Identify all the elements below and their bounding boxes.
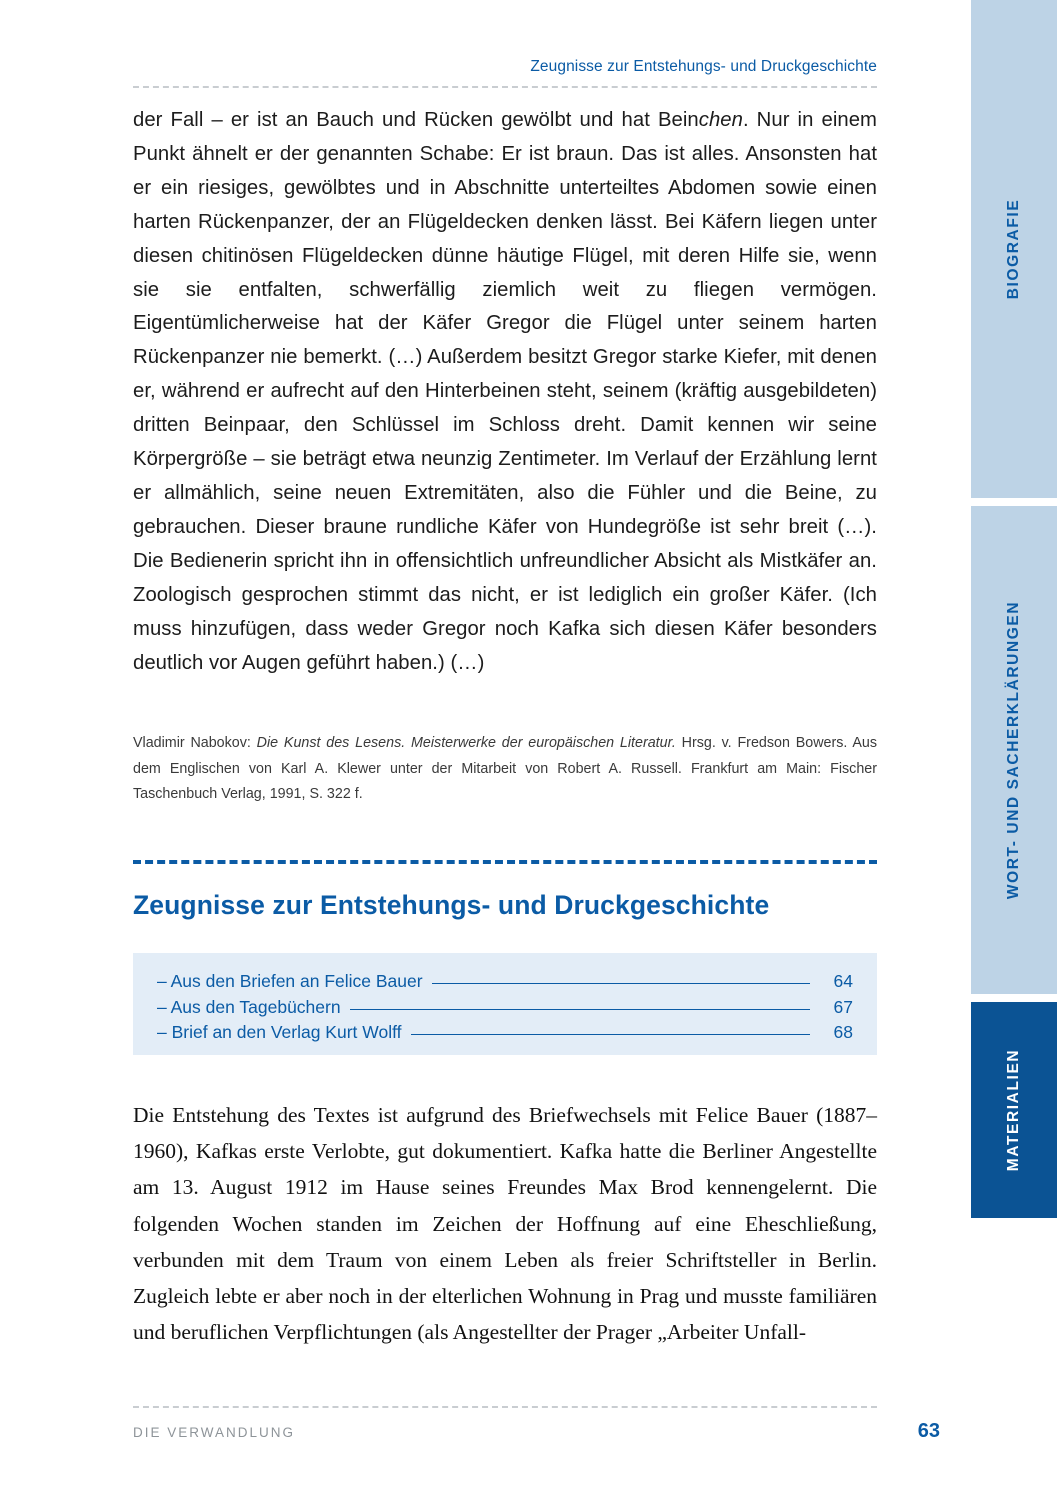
toc-entry[interactable] <box>157 969 853 993</box>
excerpt-italic-chen: chen <box>698 109 743 131</box>
footer-title: DIE VERWANDLUNG <box>133 1425 296 1440</box>
excerpt-text-part1: der Fall – er ist an Bauch und Rücken gewölbt und hat Bein <box>133 109 699 131</box>
toc-entry[interactable] <box>157 1020 853 1044</box>
thumb-tab-label: MATERIALIEN <box>1005 1048 1022 1172</box>
section-divider <box>133 860 877 864</box>
footer-page-number: 63 <box>917 1420 940 1442</box>
thumb-tab-label: WORT- UND SACHERKLÄRUNGEN <box>1005 600 1022 900</box>
section-heading: Zeugnisse zur Entstehungs- und Druckgeschichte <box>133 890 770 920</box>
toc-leader-line <box>411 1034 811 1035</box>
toc-entry-page: 68 <box>833 1022 853 1042</box>
toc-entry-label: – Aus den Briefen an Felice Bauer <box>157 971 423 991</box>
running-head: Zeugnisse zur Entstehungs- und Druckgeschichte <box>530 58 877 75</box>
toc-entry-page: 67 <box>833 996 853 1017</box>
thumb-tab-biografie[interactable] <box>971 0 1057 498</box>
toc-entry-page: 64 <box>833 971 853 991</box>
toc-leader-line <box>432 983 810 984</box>
source-author: Vladimir Nabokov: <box>133 735 257 751</box>
toc-entry[interactable] <box>157 995 853 1019</box>
thumb-tab-label: BIOGRAFIE <box>1005 198 1022 300</box>
thumb-tab-wort-und-sacherklaerungen[interactable] <box>971 506 1057 994</box>
source-title: Die Kunst des Lesens. Meisterwerke der europäischen Literatur. <box>256 735 676 751</box>
header-divider <box>133 86 877 88</box>
body-paragraph: Die Entstehung des Textes ist aufgrund des Briefwechsels mit Felice Bauer (1887–1960), Kafkas erste Verlobte, gut dokumentiert. Kafka hatte die Berliner Angestellte am 13. August 1912 im Hause seines Freundes Max Brod kennengelernt. Die folgenden Wochen standen im Zeichen der Hoffnung auf eine Eheschließung, verbunden mit dem Traum von einem Leben als freier Schriftsteller in Berlin. Zugleich lebte er aber noch in der elterlichen Wohnung in Prag und musste familiären und beruflichen Verpflichtungen (als Angestellter der Prager „Arbeiter Unfall- <box>133 1103 877 1345</box>
footer-divider <box>133 1406 877 1408</box>
excerpt-paragraph <box>133 104 877 680</box>
toc-entry-label: – Aus den Tagebüchern <box>157 996 341 1017</box>
thumb-tab-materialien[interactable] <box>971 1002 1057 1218</box>
toc-leader-line <box>350 1009 810 1010</box>
source-citation <box>133 731 877 808</box>
excerpt-text-part2: . Nur in einem Punkt ähnelt er der genannten Schabe: Er ist braun. Das ist alles. Ansonsten hat er ein riesiges, gewölbtes und in Abschnitte unterteiltes Abdomen sowie einen harten Rückenpanzer, der an Flügeldecken denken lässt. Bei Käfern liegen unter diesen chitinösen Flügeldecken dünne häutige Flügel, mit deren Hilfe sie, wenn sie sie entfalten, schwerfällig ziemlich weit zu fliegen vermögen. Eigentümlicherweise hat der Käfer Gregor die Flügel unter seinem harten Rückenpanzer nie bemerkt. (…) Außerdem besitzt Gregor starke Kiefer, mit denen er, während er aufrecht auf den Hinterbeinen steht, seinem (kräftig ausgebildeten) dritten Beinpaar, den Schlüssel im Schloss dreht. Damit kennen wir seine Körpergröße – sie beträgt etwa neunzig Zentimeter. Im Verlauf der Erzählung lernt er allmählich, seine neuen Extremitäten, also die Fühler und die Beine, zu gebrauchen. Dieser braune rundliche Käfer von Hundegröße ist sehr breit (…). Die Bedienerin spricht ihn in offensichtlich unfreundlicher Absicht als Mistkäfer an. Zoologisch gesprochen stimmt das nicht, er ist lediglich ein großer Käfer. (Ich muss hinzufügen, dass weder Gregor noch Kafka sich diesen Käfer besonders deutlich vor Augen geführt haben.) (…) <box>133 109 877 674</box>
toc-entry-label: – Brief an den Verlag Kurt Wolff <box>157 1022 402 1042</box>
toc-box <box>133 953 877 1055</box>
source-rest: Hrsg. v. Fredson Bowers. Aus dem Englischen von Karl A. Klewer unter der Mitarbeit von Robert A. Russell. Frankfurt am Main: Fischer Taschenbuch Verlag, 1991, S. 322 f. <box>133 735 877 802</box>
